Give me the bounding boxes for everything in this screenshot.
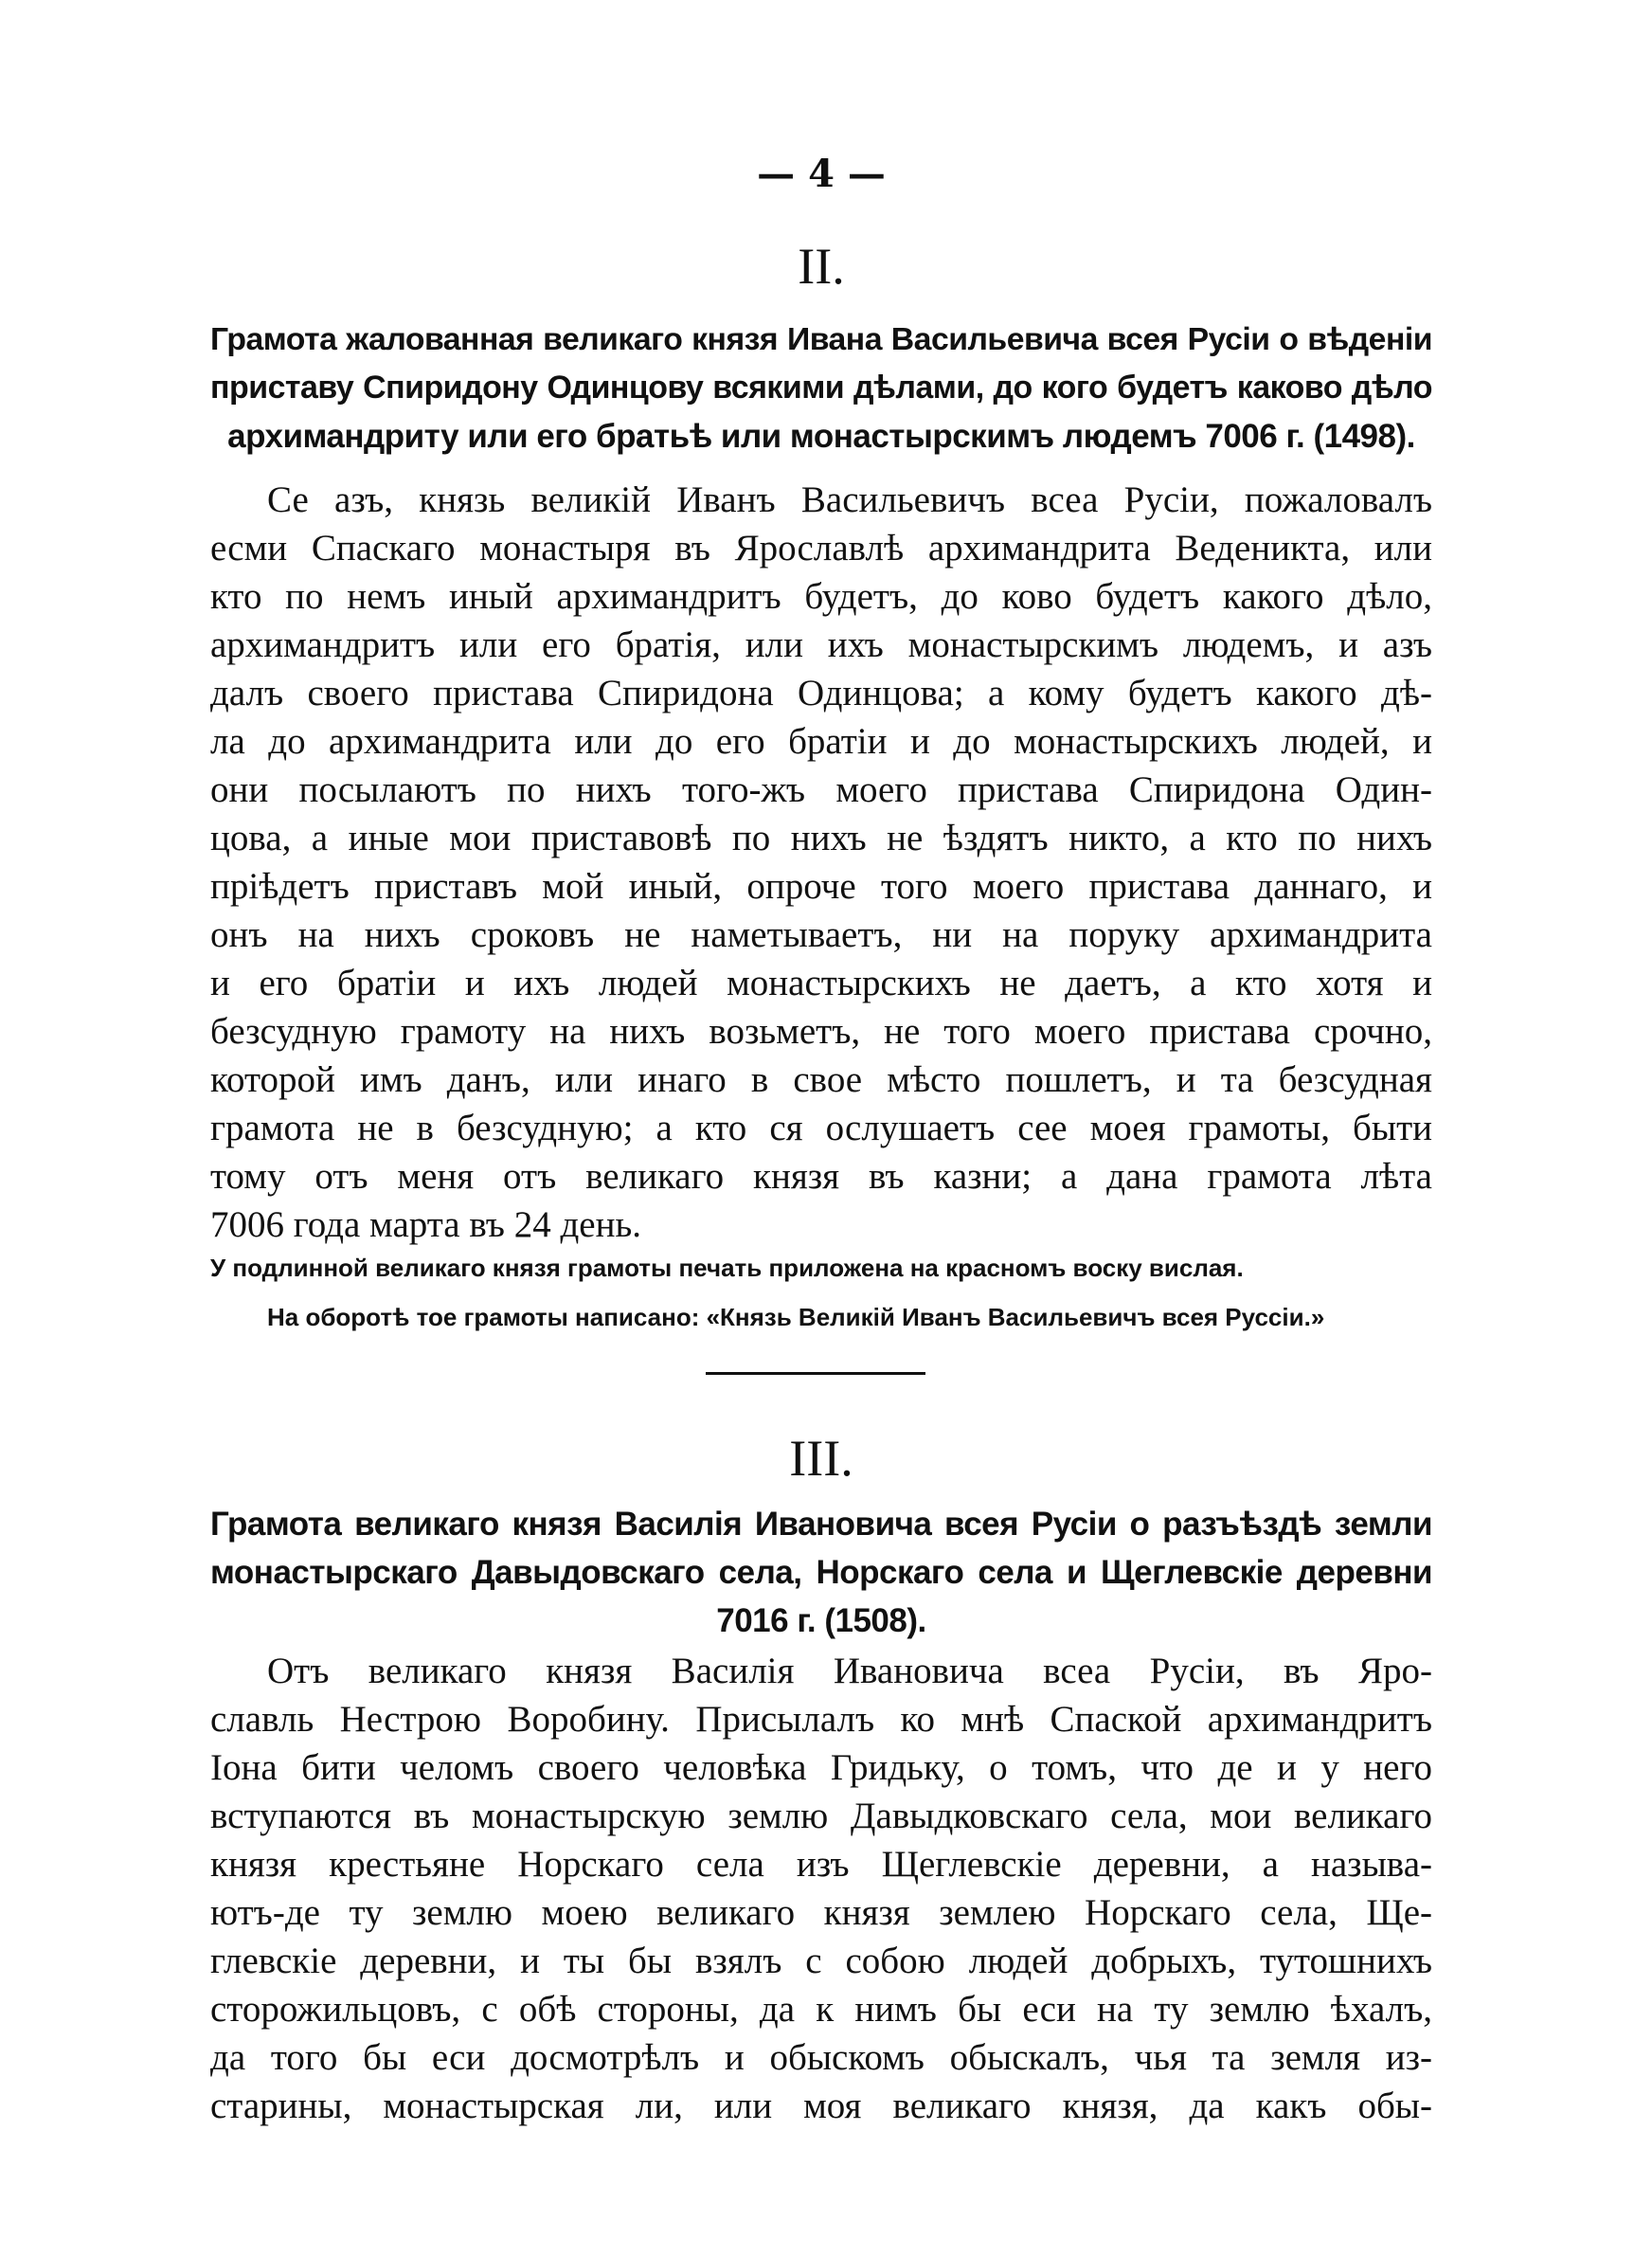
heading-line: архимандриту или его братьѣ или монастырскимъ людемъ 7006 г. (1498). xyxy=(227,418,1415,455)
body-line: кто по немъ иный архимандритъ будетъ, до ково будетъ какого дѣло, xyxy=(210,576,1432,617)
body-line: они посылаютъ по нихъ того-жъ моего пристава Спиридона Один- xyxy=(210,769,1432,810)
body-line: ютъ-де ту землю моею великаго князя землею Норскаго села, Ще- xyxy=(210,1892,1432,1933)
body-line: цова, а иные мои приставовѣ по нихъ не ѣздятъ никто, а кто по нихъ xyxy=(210,818,1432,858)
section-2-body xyxy=(210,476,1432,1249)
body-line: Отъ великаго князя Василія Ивановича всеа Русіи, въ Яро- xyxy=(267,1651,1432,1691)
heading-line: Грамота жалованная великаго князя Ивана Васильевича всея Русіи о вѣденіи xyxy=(210,321,1432,357)
heading-line: 7016 г. (1508). xyxy=(716,1602,926,1639)
body-line: пріѣдетъ приставъ мой иный, опроче того моего пристава даннаго, и xyxy=(210,866,1432,907)
section-3-numeral: III. xyxy=(789,1430,853,1487)
body-line: да того бы еси досмотрѣлъ и обыскомъ обыскалъ, чья та земля из- xyxy=(210,2037,1432,2078)
heading-line: приставу Спиридону Одинцову всякими дѣлами, до кого будетъ каково дѣло xyxy=(210,370,1432,406)
body-line: Іона бити челомъ своего человѣка Гридьку, о томъ, что де и у него xyxy=(210,1747,1432,1788)
body-line: старины, монастырская ли, или моя великаго князя, да какъ обы- xyxy=(210,2085,1432,2126)
body-line: тому отъ меня отъ великаго князя въ казни; а дана грамота лѣта xyxy=(210,1156,1432,1197)
section-divider xyxy=(706,1372,925,1375)
body-line: 7006 года марта въ 24 день. xyxy=(210,1204,642,1245)
body-line: славль Нестрою Воробину. Присылалъ ко мнѣ Спаской архимандритъ xyxy=(210,1699,1432,1740)
section-3-heading xyxy=(210,1500,1432,1645)
body-line: безсудную грамоту на нихъ возьметъ, не того моего пристава срочно, xyxy=(210,1011,1432,1052)
body-line: архимандритъ или его братія, или ихъ монастырскимъ людемъ, и азъ xyxy=(210,624,1432,665)
section-2-reverse-note: На оборотѣ тое грамоты написано: «Князь Великій Иванъ Васильевичъ всея Руссіи.» xyxy=(267,1303,1325,1331)
body-line: ла до архимандрита или до его братіи и до монастырскихъ людей, и xyxy=(210,721,1432,762)
body-line: грамота не в безсудную; а кто ся ослушаетъ сее моея грамоты, быти xyxy=(210,1108,1432,1148)
body-line: князя крестьяне Норскаго села изъ Щеглевскіе деревни, а называ- xyxy=(210,1844,1432,1885)
body-line: которой имъ данъ, или инаго в свое мѣсто пошлетъ, и та безсудная xyxy=(210,1059,1432,1100)
body-line: Се азъ, князь великій Иванъ Васильевичъ всеа Русіи, пожаловалъ xyxy=(267,479,1432,520)
body-line: сторожильцовъ, с обѣ стороны, да к нимъ бы еси на ту землю ѣхалъ, xyxy=(210,1989,1432,2030)
heading-line: Грамота великаго князя Василія Ивановича всея Русіи о разъѣздѣ земли xyxy=(210,1506,1432,1543)
body-line: онъ на нихъ сроковъ не наметываетъ, ни на поруку архимандрита xyxy=(210,914,1432,955)
section-2-seal-note: У подлинной великаго князя грамоты печать приложена на красномъ воску вислая. xyxy=(210,1254,1244,1282)
section-2-numeral: II. xyxy=(798,238,845,295)
body-line: и его братіи и ихъ людей монастырскихъ не даетъ, а кто хотя и xyxy=(210,963,1432,1003)
page-number: — 4 — xyxy=(757,152,886,196)
section-2-heading xyxy=(210,316,1432,460)
body-line: глевскіе деревни, и ты бы взялъ с собою людей добрыхъ, тутошнихъ xyxy=(210,1941,1432,1981)
body-line: есми Спаскаго монастыря въ Ярославлѣ архимандрита Веденикта, или xyxy=(210,528,1432,569)
document-page xyxy=(210,0,1432,2257)
section-3-body xyxy=(210,1647,1432,2130)
body-line: далъ своего пристава Спиридона Одинцова; а кому будетъ какого дѣ- xyxy=(210,673,1432,713)
heading-line: монастырскаго Давыдовскаго села, Норскаго села и Щеглевскіе деревни xyxy=(210,1554,1432,1591)
body-line: вступаются въ монастырскую землю Давыдковскаго села, мои великаго xyxy=(210,1796,1432,1836)
